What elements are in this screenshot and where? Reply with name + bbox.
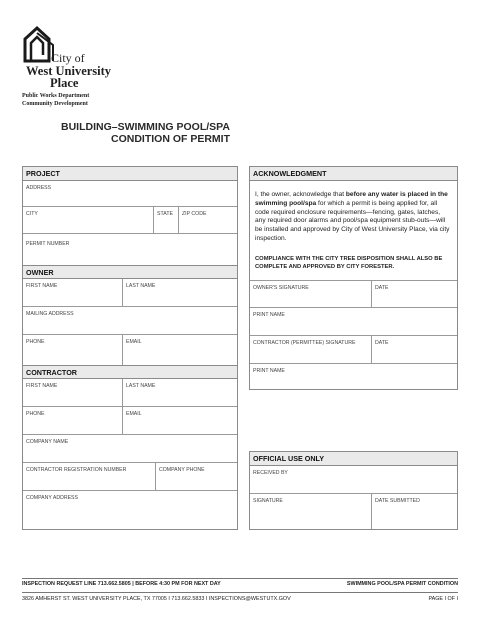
owner-mailing-address-label: MAILING ADDRESS [26, 311, 74, 317]
address-label: ADDRESS [26, 185, 52, 191]
owner-mailing-address-field[interactable] [23, 307, 237, 335]
company-name-field[interactable] [23, 435, 237, 463]
contractor-first-name-field[interactable] [23, 379, 123, 407]
permit-number-label: PERMIT NUMBER [26, 241, 70, 247]
city-field[interactable] [23, 207, 154, 234]
permit-number-field[interactable] [23, 234, 237, 265]
title-line-2: CONDITION OF PERMIT [111, 133, 230, 145]
zip-field[interactable] [179, 207, 237, 234]
owner-email-label: EMAIL [126, 339, 142, 345]
city-label: CITY [26, 211, 38, 217]
contractor-signature-label: CONTRACTOR (PERMITTEE) SIGNATURE [253, 340, 356, 346]
ack-text-bold: before any water is placed in the swimming pool/spa [255, 191, 448, 207]
company-phone-label: COMPANY PHONE [159, 467, 205, 473]
company-name-label: COMPANY NAME [26, 439, 69, 445]
dept-community-development: Community Development [22, 101, 88, 107]
state-label: STATE [157, 211, 173, 217]
contractor-last-name-label: LAST NAME [126, 383, 156, 389]
form-title [60, 121, 230, 145]
contractor-last-name-field[interactable] [123, 379, 237, 407]
acknowledgment-text [255, 191, 451, 244]
owner-email-field[interactable] [123, 335, 237, 365]
print-name-label-2: PRINT NAME [253, 368, 285, 374]
received-by-label: RECEIVED BY [253, 470, 288, 476]
acknowledgment-heading: ACKNOWLEDGMENT [250, 167, 457, 181]
official-use-box [249, 451, 458, 530]
ack-text-pre: I, the owner, acknowledge that [255, 191, 346, 198]
official-signature-field[interactable] [250, 494, 372, 529]
date-submitted-field[interactable] [372, 494, 457, 529]
print-name-field-1[interactable] [250, 308, 457, 336]
owner-last-name-label: LAST NAME [126, 283, 156, 289]
owner-signature-label: OWNER'S SIGNATURE [253, 285, 309, 291]
logo-line-3: Place [50, 76, 79, 90]
print-name-label-1: PRINT NAME [253, 312, 285, 318]
title-line-1: BUILDING–SWIMMING POOL/SPA [61, 121, 230, 133]
contractor-phone-label: PHONE [26, 411, 45, 417]
dept-public-works: Public Works Department [22, 93, 90, 99]
footer-address-line: 3826 AMHERST ST. WEST UNIVERSITY PLACE, TX 77005 I 713.662.5833 I INSPECTIONS@WESTUTX.GOV [22, 596, 291, 602]
page-number: PAGE I OF I [428, 596, 458, 602]
acknowledgment-box [249, 166, 458, 390]
zip-label: ZIP CODE [182, 211, 207, 217]
inspection-request-line: INSPECTION REQUEST LINE 713.662.5805 | BEFORE 4:30 PM FOR NEXT DAY [22, 581, 221, 587]
registration-number-field[interactable] [23, 463, 156, 491]
received-by-field[interactable] [250, 466, 457, 494]
state-field[interactable] [154, 207, 179, 234]
official-use-heading: OFFICIAL USE ONLY [250, 452, 457, 466]
logo-line-1: City of [51, 51, 85, 65]
project-heading: PROJECT [23, 167, 237, 181]
contractor-first-name-label: FIRST NAME [26, 383, 58, 389]
company-address-label: COMPANY ADDRESS [26, 495, 78, 501]
owner-last-name-field[interactable] [123, 279, 237, 307]
company-phone-field[interactable] [156, 463, 237, 491]
department-block [22, 92, 89, 108]
owner-heading: OWNER [23, 265, 237, 279]
contractor-date-label: DATE [375, 340, 389, 346]
owner-signature-field[interactable] [250, 280, 372, 308]
logo-line-2: West University [26, 64, 112, 78]
print-name-field-2[interactable] [250, 364, 457, 389]
contractor-phone-field[interactable] [23, 407, 123, 435]
contractor-signature-date-field[interactable] [372, 336, 457, 364]
contractor-email-label: EMAIL [126, 411, 142, 417]
registration-number-label: CONTRACTOR REGISTRATION NUMBER [26, 467, 127, 473]
owner-phone-field[interactable] [23, 335, 123, 365]
owner-first-name-label: FIRST NAME [26, 283, 58, 289]
contractor-email-field[interactable] [123, 407, 237, 435]
owner-date-label: DATE [375, 285, 389, 291]
owner-first-name-field[interactable] [23, 279, 123, 307]
tree-disposition-note: COMPLIANCE WITH THE CITY TREE DISPOSITION SHALL ALSO BE COMPLETE AND APPROVED BY CITY FORESTER. [255, 256, 443, 270]
owner-signature-date-field[interactable] [372, 280, 457, 308]
address-field[interactable] [23, 181, 237, 207]
footer-rule-bottom [22, 592, 458, 593]
form-name: SWIMMING POOL/SPA PERMIT CONDITION [346, 581, 458, 587]
footer-rule-top [22, 578, 458, 579]
contractor-signature-field[interactable] [250, 336, 372, 364]
company-address-field[interactable] [23, 491, 237, 529]
ack-text-post: for which a permit is being applied for, all code required enclosure requirements—fencing, gates, latches, any required door alarms and pool/spa equipment stub-outs—will be installed and approved by City of West University Place, via city inspection. [255, 199, 450, 242]
left-form-box [22, 166, 238, 530]
owner-phone-label: PHONE [26, 339, 45, 345]
date-submitted-label: DATE SUBMITTED [375, 498, 420, 504]
contractor-heading: CONTRACTOR [23, 365, 237, 379]
official-signature-label: SIGNATURE [253, 498, 283, 504]
